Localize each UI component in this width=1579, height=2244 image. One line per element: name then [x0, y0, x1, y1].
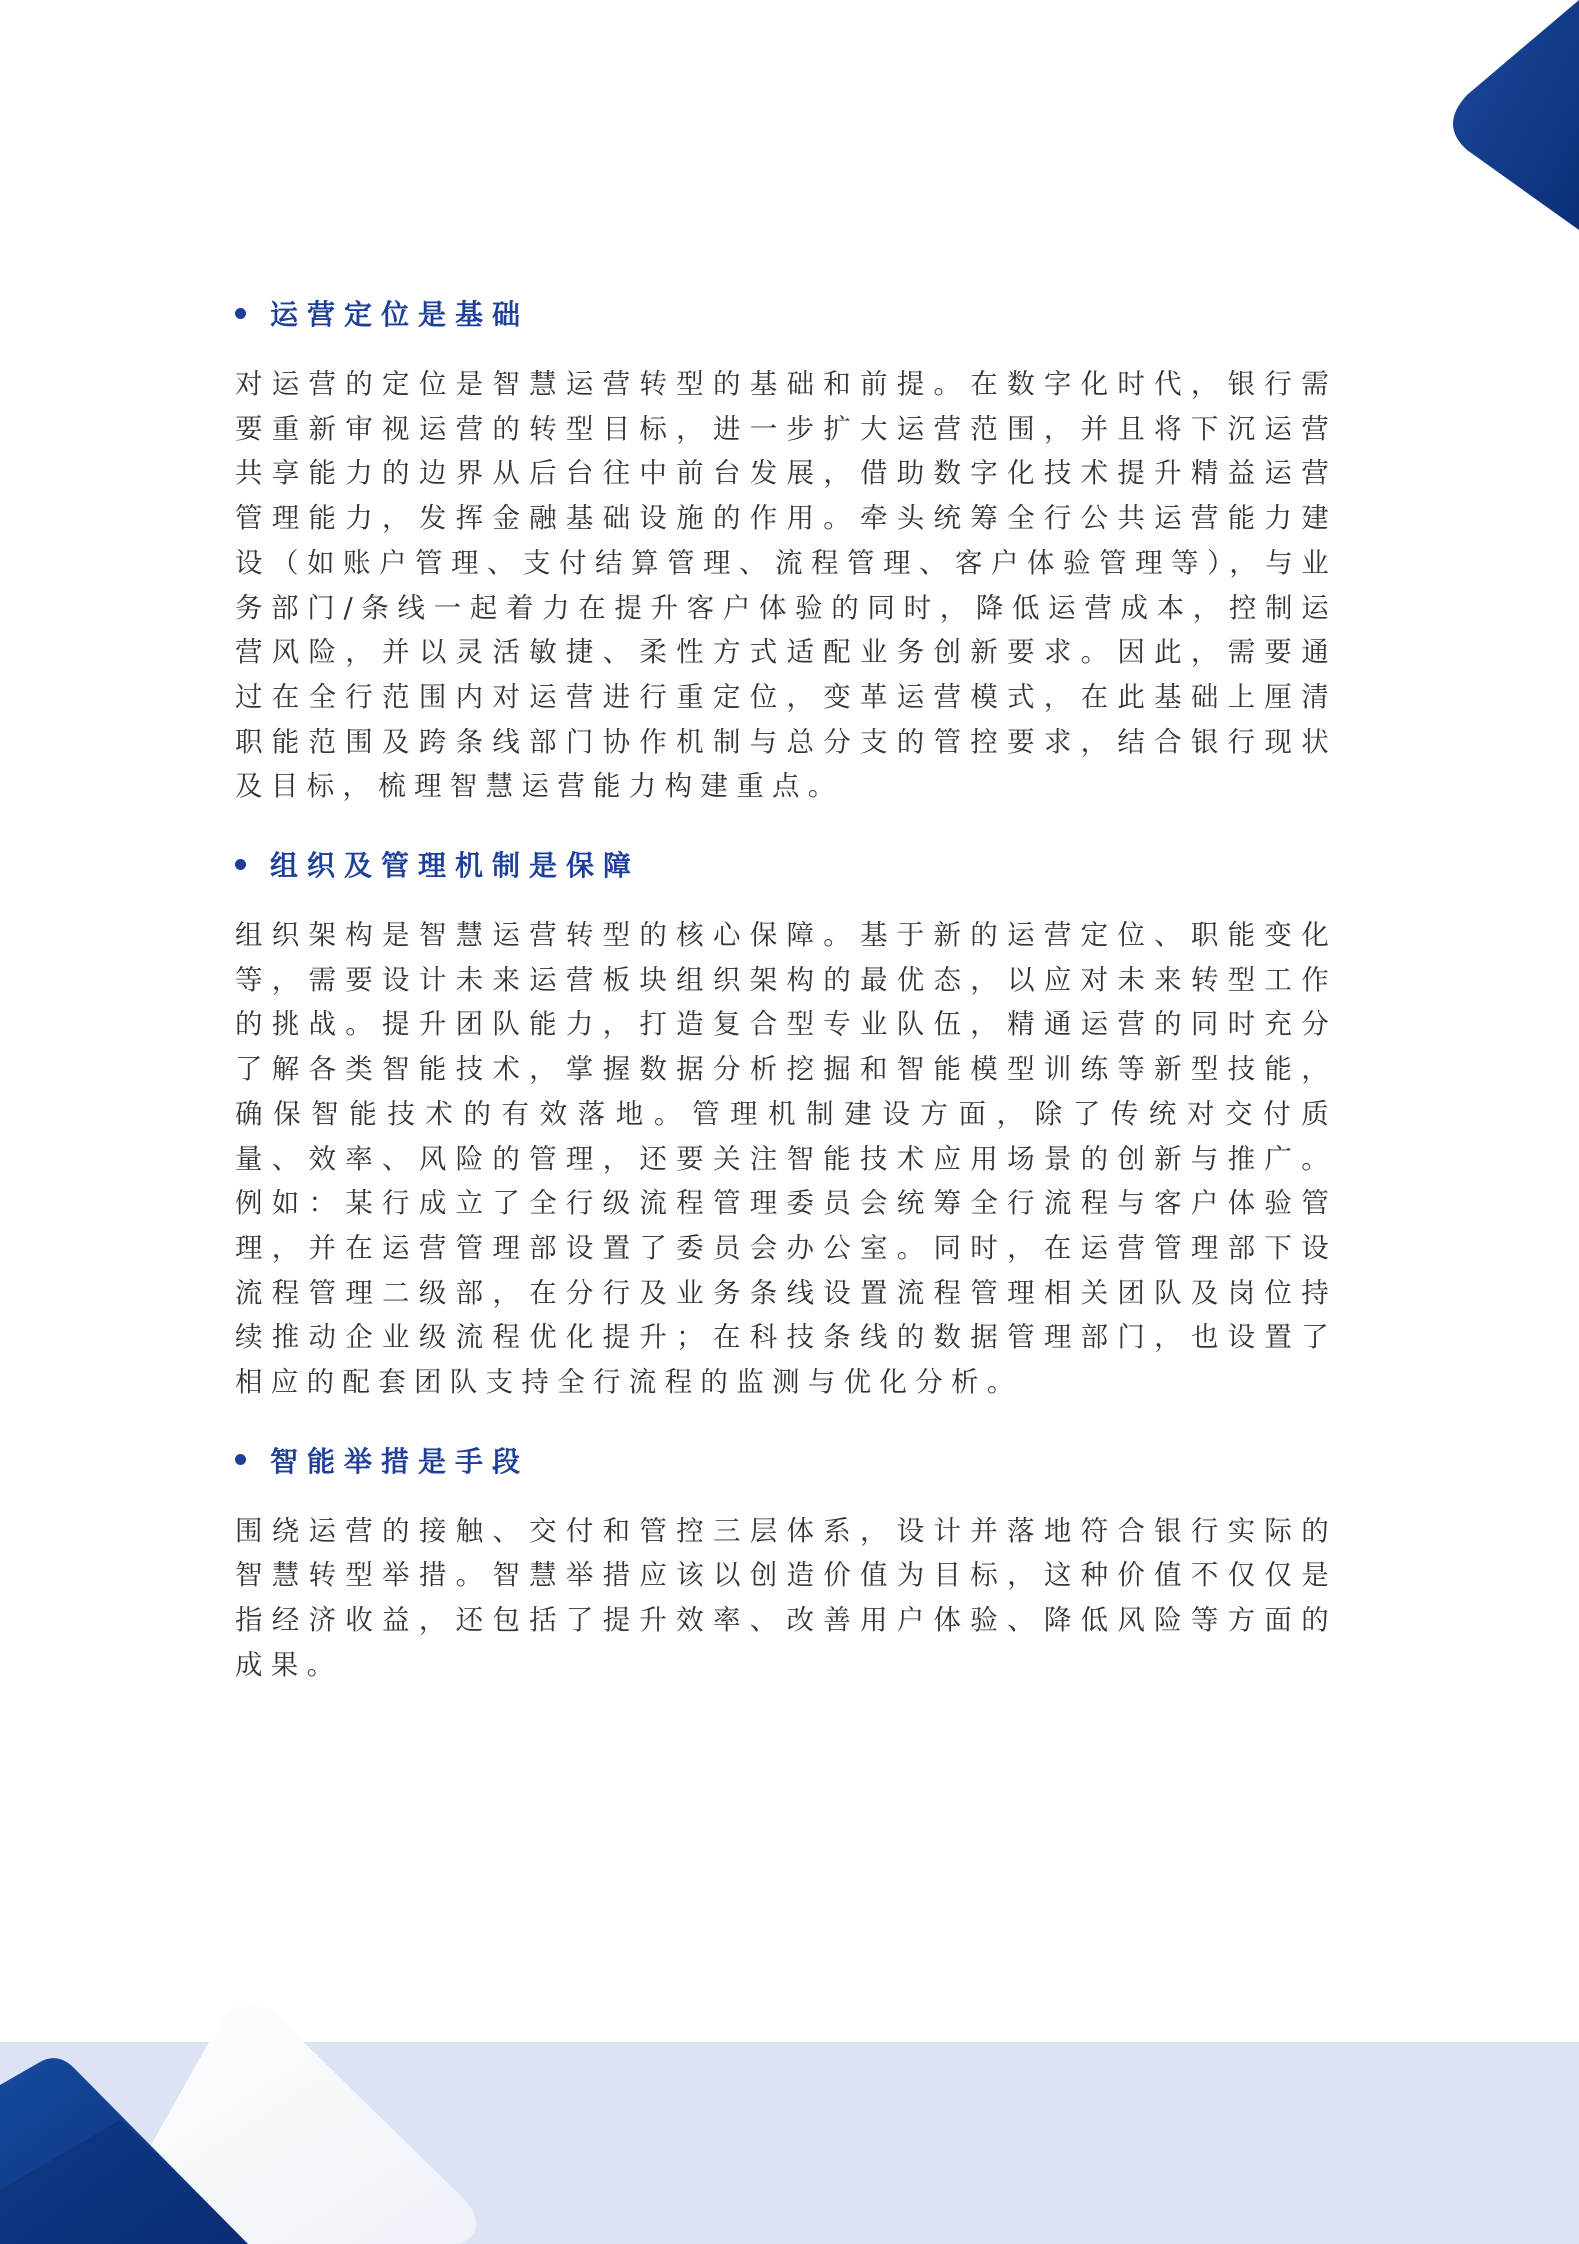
- corner-decoration-bottom-left: [0, 1990, 500, 2244]
- bullet-dot: [235, 1454, 246, 1465]
- section-paragraph-organization: 组织架构是智慧运营转型的核心保障。基于新的运营定位、职能变化等，需要设计未来运营板块组织架构的最优态，以应对未来转型工作的挑战。提升团队能力，打造复合型专业队伍，精通运营的同时充分了解各类智能技术，掌握数据分析挖掘和智能模型训练等新型技能，确保智能技术的有效落地。管理机制建设方面，除了传统对交付质量、效率、风险的管理，还要关注智能技术应用场景的创新与推广。例如：某行成立了全行级流程管理委员会统筹全行流程与客户体验管理，并在运营管理部设置了委员会办公室。同时，在运营管理部下设流程管理二级部，在分行及业务条线设置流程管理相关团队及岗位持续推动企业级流程优化提升；在科技条线的数据管理部门，也设置了相应的配套团队支持全行流程的监测与优化分析。: [235, 919, 1337, 1399]
- bullet-dot: [235, 308, 246, 319]
- article-body: [235, 290, 1337, 1688]
- section-paragraph-measures: 围绕运营的接触、交付和管控三层体系，设计并落地符合银行实际的智慧转型举措。智慧举措应该以创造价值为目标，这种价值不仅仅是指经济收益，还包括了提升效率、改善用户体验、降低风险等方面的成果。: [235, 1514, 1337, 1681]
- section-heading-organization: [235, 841, 1337, 887]
- corner-decoration-top-right: [1439, 0, 1579, 260]
- section-paragraph-positioning: 对运营的定位是智慧运营转型的基础和前提。在数字化时代，银行需要重新审视运营的转型目标，进一步扩大运营范围，并且将下沉运营共享能力的边界从后台往中前台发展，借助数字化技术提升精益运营管理能力，发挥金融基础设施的作用。牵头统筹全行公共运营能力建设（如账户管理、支付结算管理、流程管理、客户体验管理等），与业务部门/条线一起着力在提升客户体验的同时，降低运营成本，控制运营风险，并以灵活敏捷、柔性方式适配业务创新要求。因此，需要通过在全行范围内对运营进行重定位，变革运营模式，在此基础上厘清职能范围及跨条线部门协作机制与总分支的管控要求，结合银行现状及目标，梳理智慧运营能力构建重点。: [235, 368, 1337, 803]
- section-heading-text: 运营定位是基础: [270, 298, 530, 331]
- section-heading-text: 组织及管理机制是保障: [270, 849, 641, 883]
- section-heading-measures: [235, 1437, 1337, 1483]
- section-heading-positioning: [235, 290, 1337, 336]
- section-heading-text: 智能举措是手段: [270, 1444, 530, 1478]
- bullet-dot: [235, 859, 246, 870]
